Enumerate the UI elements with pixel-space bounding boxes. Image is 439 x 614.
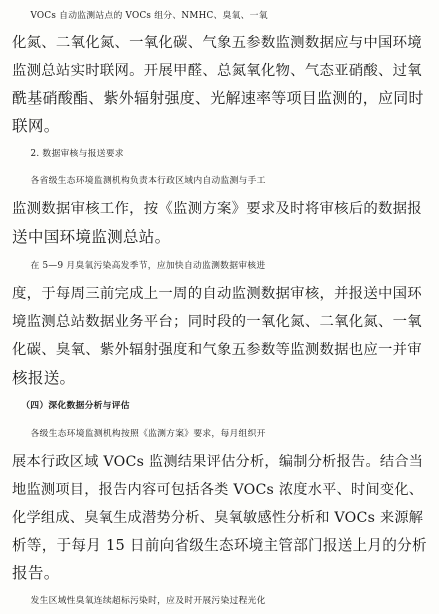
text-line: 核报送。 (12, 369, 76, 387)
text-line: 展本行政区域 VOCs 监测结果评估分析，编制分析报告。结合当 (12, 454, 424, 470)
text-line: 监测数据审核工作，按《监测方案》要求及时将审核后的数据报 (12, 201, 422, 217)
text-line: 联网。 (12, 117, 60, 135)
text-line: 化氮、二氧化氮、一氧化碳、气象五参数监测数据应与中国环境 (12, 35, 422, 51)
text-line: 析等，于每月 15 日前向省级生态环境主管部门报送上月的分析 (12, 537, 427, 554)
text-line: 化碳、臭氧、紫外辐射强度和气象五参数等监测数据也应一并审 (12, 342, 422, 358)
text-line: 各省级生态环境监测机构负责本行政区域内自动监测与手工 (30, 176, 266, 186)
text-line: 地监测项目，报告内容可包括各类 VOCs 浓度水平、时间变化、 (12, 482, 424, 498)
section-heading: （四）深化数据分析与评估 (21, 401, 130, 411)
text-line: 化学组成、臭氧生成潜势分析、臭氧敏感性分析和 VOCs 来源解 (12, 510, 424, 526)
text-line: 报告。 (12, 564, 60, 582)
text-line: 度，于每周三前完成上一周的自动监测数据审核，并报送中国环 (12, 286, 422, 302)
text-line: 酰基硝酸酯、紫外辐射强度、光解速率等项目监测的，应同时 (12, 89, 424, 107)
text-line: 各级生态环境监测机构按照《监测方案》要求，每月组织开 (30, 429, 266, 439)
text-line: 发生区域性臭氧连续超标污染时，应及时开展污染过程光化 (30, 596, 266, 606)
text-line: VOCs 自动监测站点的 VOCs 组分、NMHC、臭氧、一氧 (30, 11, 268, 21)
text-line: 监测总站实时联网。开展甲醛、总氮氧化物、气态亚硝酸、过氧 (12, 63, 422, 79)
text-line: 境监测总站数据业务平台；同时段的一氧化氮、二氧化氮、一氧 (12, 314, 422, 330)
section-subheading: 2. 数据审核与报送要求 (30, 149, 124, 159)
text-line: 送中国环境监测总站。 (12, 228, 171, 246)
text-line: 在 5—9 月臭氧污染高发季节，应加快自动监测数据审核进 (30, 261, 266, 271)
